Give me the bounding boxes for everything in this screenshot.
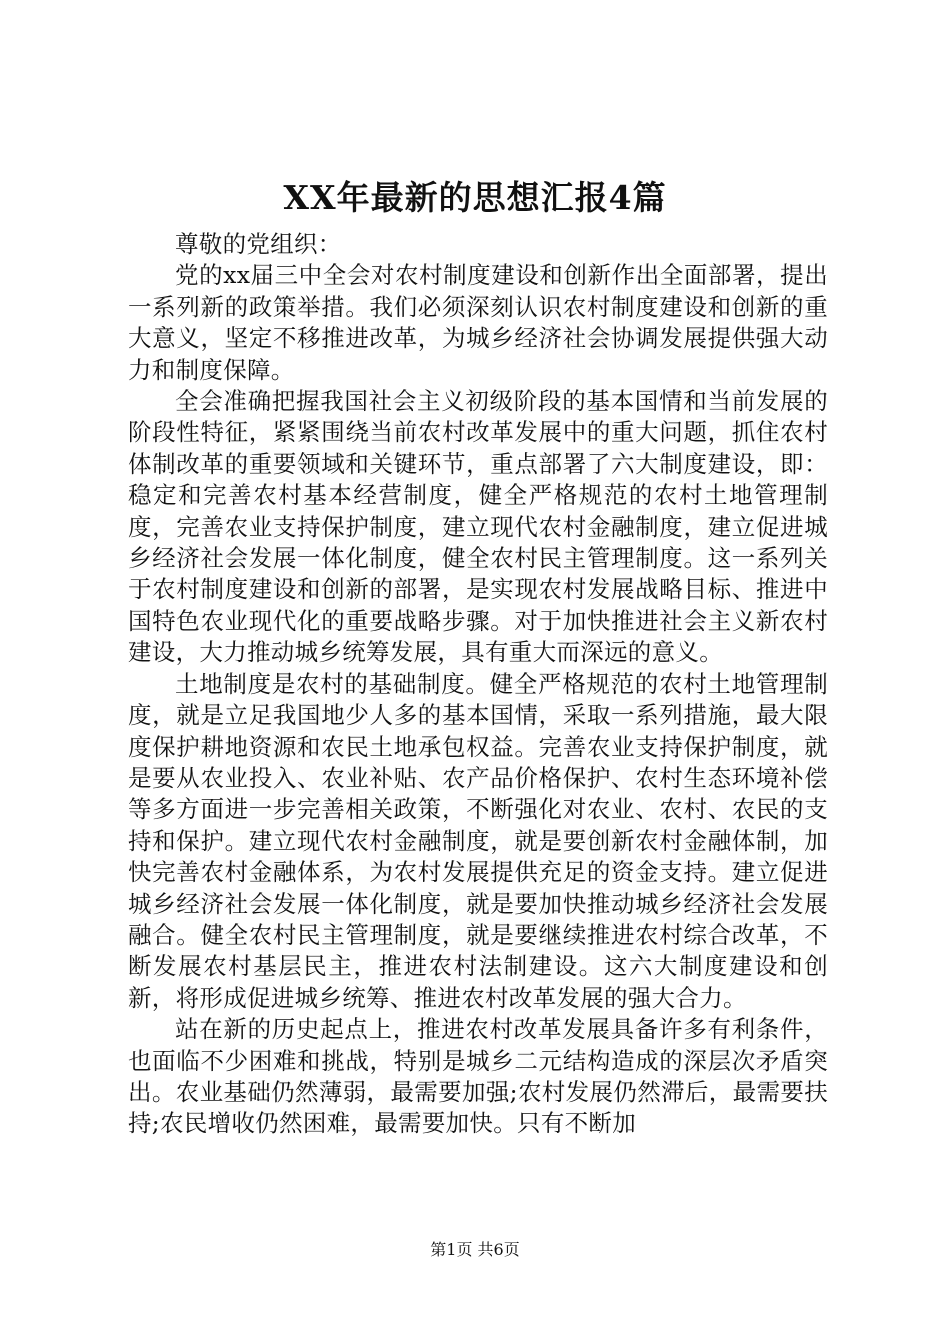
page-footer: 第1页 共6页 — [430, 1240, 520, 1259]
paragraph-4: 站在新的历史起点上，推进农村改革发展具备许多有利条件，也面临不少困难和挑战，特别是城乡二元结构造成的深层次矛盾突出。农业基础仍然薄弱，最需要加强;农村发展仍然滞后，最需要扶持;农民增收仍然困难，最需要加快。只有不断加 — [128, 1015, 828, 1138]
paragraph-3: 土地制度是农村的基础制度。健全严格规范的农村土地管理制度，就是立足我国地少人多的基本国情，采取一系列措施，最大限度保护耕地资源和农民土地承包权益。完善农业支持保护制度，就是要从农业投入、农业补贴、农产品价格保护、农村生态环境补偿等多方面进一步完善相关政策，不断强化对农业、农村、农民的支持和保护。建立现代农村金融制度，就是要创新农村金融体制，加快完善农村金融体系，为农村发展提供充足的资金支持。建立促进城乡经济社会发展一体化制度，就是要加快推动城乡经济社会发展融合。健全农村民主管理制度，就是要继续推进农村综合改革，不断发展农村基层民主，推进农村法制建设。这六大制度建设和创新，将形成促进城乡统筹、推进农村改革发展的强大合力。 — [128, 669, 828, 1012]
paragraph-2: 全会准确把握我国社会主义初级阶段的基本国情和当前发展的阶段性特征，紧紧围绕当前农村改革发展中的重大问题，抓住农村体制改革的重要领域和关键环节，重点部署了六大制度建设，即：稳定和完善农村基本经营制度，健全严格规范的农村土地管理制度，完善农业支持保护制度，建立现代农村金融制度，建立促进城乡经济社会发展一体化制度，健全农村民主管理制度。这一系列关于农村制度建设和创新的部署，是实现农村发展战略目标、推进中国特色农业现代化的重要战略步骤。对于加快推进社会主义新农村建设，大力推动城乡统筹发展，具有重大而深远的意义。 — [128, 387, 828, 667]
document-title: XX年最新的思想汇报4篇 — [283, 178, 667, 217]
paragraph-1: 党的xx届三中全会对农村制度建设和创新作出全面部署，提出一系列新的政策举措。我们必须深刻认识农村制度建设和创新的重大意义，坚定不移推进改革，为城乡经济社会协调发展提供强大动力和制度保障。 — [128, 261, 828, 384]
salutation: 尊敬的党组织： — [175, 230, 342, 258]
document-body — [128, 229, 828, 1140]
